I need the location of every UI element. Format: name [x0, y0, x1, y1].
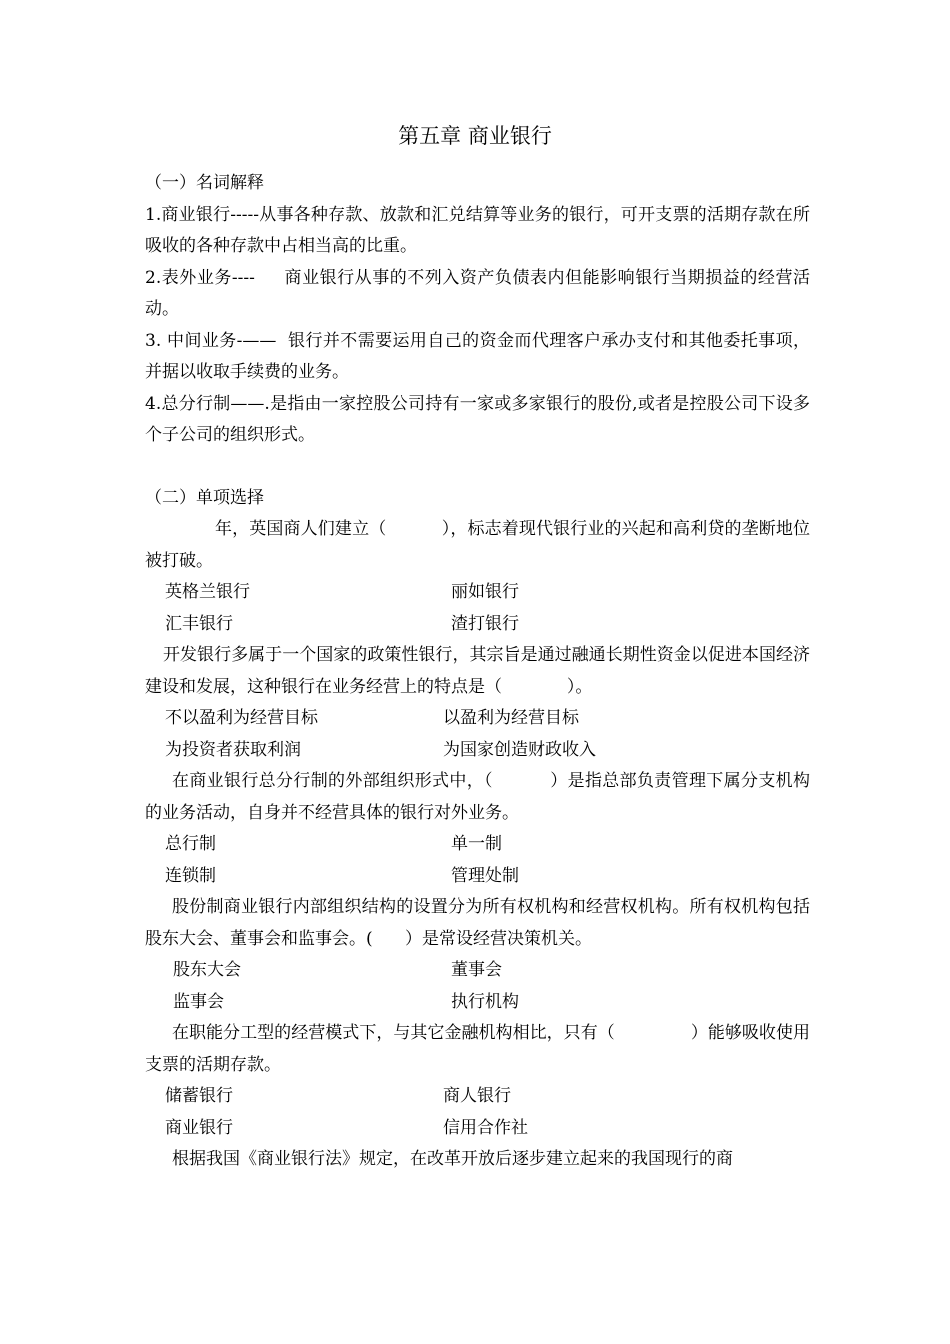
section-heading-definitions: （一）名词解释: [145, 173, 264, 193]
option-row: [145, 829, 810, 861]
question-text: 年，英国商人们建立（ ），标志着现代银行业的兴起和高利贷的垄断地位被打破。: [145, 519, 810, 571]
option-row: [145, 735, 810, 767]
option-row: [145, 987, 810, 1019]
option: 为投资者获取利润: [165, 739, 301, 760]
option: 以盈利为经营目标: [443, 708, 579, 728]
option: 连锁制: [165, 865, 216, 886]
option-row: [145, 861, 810, 893]
question-text: 根据我国《商业银行法》规定，在改革开放后逐步建立起来的我国现行的商: [172, 1149, 733, 1169]
option: 商业银行: [165, 1117, 233, 1138]
option: 商人银行: [443, 1086, 511, 1106]
option: 信用合作社: [443, 1117, 528, 1138]
option-row: [145, 703, 810, 735]
question-text: 开发银行多属于一个国家的政策性银行，其宗旨是通过融通长期性资金以促进本国经济建设和发展，这种银行在业务经营上的特点是（ ）。: [145, 645, 810, 697]
option: 总行制: [165, 834, 216, 854]
option-row: [145, 955, 810, 987]
section-spacer: [145, 452, 810, 483]
option-row: [145, 609, 810, 641]
option-row: [145, 1081, 810, 1113]
option: 执行机构: [451, 991, 519, 1012]
option: 股东大会: [173, 960, 241, 980]
question-text: 股份制商业银行内部组织结构的设置分为所有权机构和经营权机构。所有权机构包括股东大会、董事会和监事会。( ）是常设经营决策机关。: [145, 897, 810, 949]
option: 储蓄银行: [165, 1086, 233, 1106]
chapter-title: 第五章 商业银行: [398, 124, 552, 148]
option: 不以盈利为经营目标: [165, 708, 318, 728]
option: 董事会: [451, 960, 502, 980]
option: 监事会: [173, 991, 224, 1012]
term-commercial-bank: 1.商业银行-----从事各种存款、放款和汇兑结算等业务的银行，可开支票的活期存款在所吸收的各种存款中占相当高的比重。: [145, 204, 810, 256]
option: 汇丰银行: [165, 613, 233, 634]
option: 管理处制: [451, 865, 519, 886]
option: 英格兰银行: [165, 582, 250, 602]
option-row: [145, 1113, 810, 1145]
term-off-balance-sheet: 2.表外业务---- 商业银行从事的不列入资产负债表内但能影响银行当期损益的经营活动。: [145, 267, 810, 319]
option-row: [145, 577, 810, 609]
document-body: [145, 168, 810, 1176]
question-text: 在职能分工型的经营模式下，与其它金融机构相比，只有（ ）能够吸收使用支票的活期存款。: [145, 1023, 810, 1075]
option: 单一制: [451, 834, 502, 854]
option: 为国家创造财政收入: [443, 739, 596, 760]
section-heading-single-choice: （二）单项选择: [145, 487, 264, 508]
option: 丽如银行: [451, 582, 519, 602]
term-branch-system: 4.总分行制——.是指由一家控股公司持有一家或多家银行的股份,或者是控股公司下设多个子公司的组织形式。: [145, 393, 810, 445]
option: 渣打银行: [451, 613, 519, 634]
question-text: 在商业银行总分行制的外部组织形式中，（ ）是指总部负责管理下属分支机构的业务活动，自身并不经营具体的银行对外业务。: [145, 771, 810, 823]
term-intermediary-business: 3. 中间业务-—— 银行并不需要运用自己的资金而代理客户承办支付和其他委托事项，并据以收取手续费的业务。: [145, 330, 810, 382]
